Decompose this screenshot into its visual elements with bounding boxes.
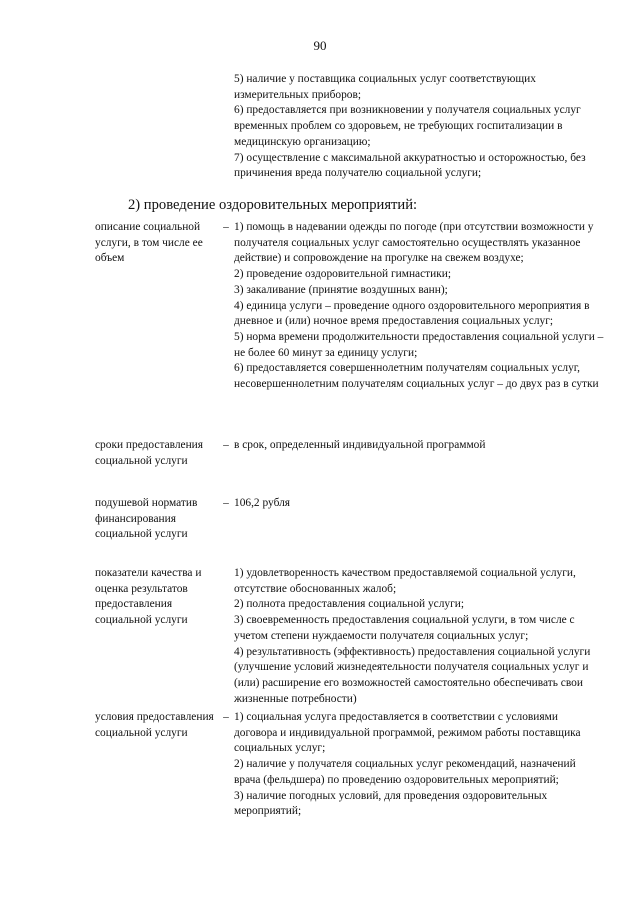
intro-item: 6) предоставляется при возникновении у получателя социальных услуг временных проблем со здоровьем, не требующих госпитализации в медицинскую организацию;	[234, 104, 581, 148]
intro-list	[234, 72, 604, 182]
value-item: 2) наличие у получателя социальных услуг рекомендаций, назначений врача (фельдшера) по проведению оздоровительных мероприятий;	[234, 758, 576, 786]
value-item: 1) удовлетворенность качеством предоставляемой социальной услуги, отсутствие обоснованных жалоб;	[234, 567, 576, 595]
row-value	[234, 566, 604, 707]
page-number: 90	[313, 38, 327, 53]
section-heading: 2) проведение оздоровительных мероприятий:	[128, 197, 418, 213]
intro-item: 7) осуществление с максимальной аккуратностью и осторожностью, без причинения вреда получателю социальной услуги;	[234, 151, 586, 180]
row-dash: –	[223, 711, 229, 723]
value-item: 3) закаливание (принятие воздушных ванн);	[234, 283, 448, 296]
row-value	[234, 438, 604, 454]
row-dash: –	[223, 497, 229, 509]
row-dash: –	[223, 221, 229, 233]
value-item: 3) своевременность предоставления социальной услуги, в том числе с учетом степени нуждаемости получателя социальных услуг;	[234, 614, 575, 642]
value-item: 1) помощь в надевании одежды по погоде (при отсутствии возможности у получателя социальных услуг самостоятельно осуществлять указанное действие) и сопровождение на прогулке на свежем воздухе;	[234, 221, 594, 265]
row-label: показатели качества и оценка результатов предоставления социальной услуги	[95, 567, 202, 627]
intro-item: 5) наличие у поставщика социальных услуг соответствующих измерительных приборов;	[234, 73, 536, 101]
value-item: 106,2 рубля	[234, 497, 291, 509]
row-label: подушевой норматив финансирования социальной услуги	[95, 497, 198, 541]
value-item: 4) результативность (эффективность) предоставления социальной услуги (улучшение условий жизнедеятельности получателя социальных услуг и (или) расширение его возможностей самостоятельно обеспечивать свои жизненные потребности)	[234, 645, 591, 705]
value-item: 1) социальная услуга предоставляется в соответствии с условиями договора и индивидуальной программой, режимом работы поставщика социальных услуг;	[234, 711, 581, 755]
row-value	[234, 710, 604, 820]
value-item: 2) полнота предоставления социальной услуги;	[234, 598, 465, 611]
row-value	[234, 220, 604, 393]
row-value	[234, 496, 604, 512]
value-item: 3) наличие погодных условий, для проведения оздоровительных мероприятий;	[234, 789, 548, 818]
row-label: описание социальной услуги, в том числе ее объем	[95, 221, 203, 265]
value-item: в срок, определенный индивидуальной программой	[234, 439, 486, 451]
row-dash: –	[223, 439, 229, 451]
row-label: условия предоставления социальной услуги	[95, 711, 214, 739]
value-item: 4) единица услуги – проведение одного оздоровительного мероприятия в дневное и (или) ночное время предоставления социальных услуг;	[234, 299, 590, 328]
value-item: 5) норма времени продолжительности предоставления социальной услуги – не более 60 минут за единицу услуги;	[234, 330, 604, 359]
row-label: сроки предоставления социальной услуги	[95, 439, 204, 467]
value-item: 6) предоставляется совершеннолетним получателям социальных услуг, несовершеннолетним получателям социальных услуг – до двух раз в сутки	[234, 362, 599, 391]
value-item: 2) проведение оздоровительной гимнастики;	[234, 268, 452, 281]
